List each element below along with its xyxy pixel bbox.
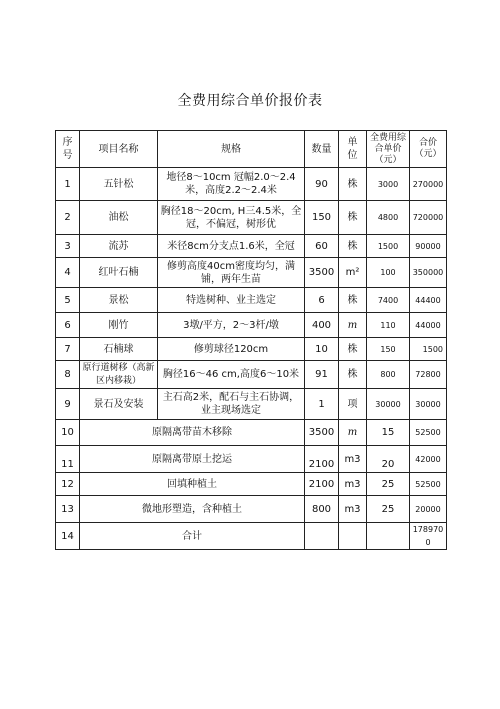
cell-qty: 60 (305, 235, 339, 258)
cell-unit: 株 (339, 201, 367, 235)
cell-index: 9 (56, 389, 80, 420)
header-qty: 数量 (305, 131, 339, 168)
cell-index: 2 (56, 201, 80, 235)
cell-total: 44000 (410, 313, 447, 338)
cell-index: 4 (56, 258, 80, 288)
cell-unit-price: 110 (367, 313, 410, 338)
cell-qty: 91 (305, 361, 339, 389)
cell-spec: 地径8～10cm 冠幅2.0～2.4米，高度2.2～2.4米 (158, 168, 305, 201)
cell-name: 刚竹 (80, 313, 158, 338)
cell-qty: 3500 (305, 258, 339, 288)
table-row-total (56, 523, 447, 550)
cell-qty: 150 (305, 201, 339, 235)
cell-unit: 株 (339, 338, 367, 361)
table-row (56, 446, 447, 473)
cell-index: 13 (56, 496, 80, 523)
cell-merged-item: 回填种植土 (80, 473, 305, 496)
cell-merged-item: 原隔离带原土挖运 (80, 446, 305, 473)
cell-qty: 3500 (305, 420, 339, 446)
table-row (56, 288, 447, 313)
cell-unit: 株 (339, 288, 367, 313)
cell-qty: 2100 (305, 473, 339, 496)
cell-qty: 90 (305, 168, 339, 201)
cell-unit-price: 30000 (367, 389, 410, 420)
cell-total: 720000 (410, 201, 447, 235)
cell-unit: 株 (339, 361, 367, 389)
cell-unit-price (367, 523, 410, 550)
cell-name: 原行道树移（高新区内移栽） (80, 361, 158, 389)
cell-name: 流苏 (80, 235, 158, 258)
table-row (56, 313, 447, 338)
cell-unit-price: 4800 (367, 201, 410, 235)
cell-spec: 胸径18～20cm, H三4.5米，全冠，不偏冠，树形优 (158, 201, 305, 235)
cell-unit: m3 (339, 496, 367, 523)
cell-index: 11 (56, 446, 80, 473)
cell-spec: 修剪高度40cm密度均匀，满铺，两年生苗 (158, 258, 305, 288)
cell-total: 42000 (410, 446, 447, 473)
table-row (56, 168, 447, 201)
header-row (56, 131, 447, 168)
cell-index: 8 (56, 361, 80, 389)
cell-spec: 胸径16～46 cm,高度6～10米 (158, 361, 305, 389)
cell-qty: 800 (305, 496, 339, 523)
table-row (56, 235, 447, 258)
page-title: 全费用综合单价报价表 (177, 93, 323, 109)
table-row (56, 258, 447, 288)
cell-name: 景松 (80, 288, 158, 313)
cell-unit-price: 3000 (367, 168, 410, 201)
cell-total: 20000 (410, 496, 447, 523)
cell-index: 12 (56, 473, 80, 496)
cell-unit-price: 20 (367, 446, 410, 473)
cell-spec: 特选树种、业主选定 (158, 288, 305, 313)
cell-total: 350000 (410, 258, 447, 288)
cell-index: 7 (56, 338, 80, 361)
cell-index: 10 (56, 420, 80, 446)
cell-unit: 项 (339, 389, 367, 420)
cell-total: 52500 (410, 420, 447, 446)
cell-total: 270000 (410, 168, 447, 201)
cell-index: 14 (56, 523, 80, 550)
cell-unit-price: 15 (367, 420, 410, 446)
cell-name: 油松 (80, 201, 158, 235)
cell-total: 90000 (410, 235, 447, 258)
cell-index: 6 (56, 313, 80, 338)
cell-spec: 主石高2米，配石与主石协调，业主现场选定 (158, 389, 305, 420)
cell-unit: m3 (339, 446, 367, 473)
cell-name: 五针松 (80, 168, 158, 201)
cell-merged-item: 微地形塑造，含种植土 (80, 496, 305, 523)
cell-qty: 10 (305, 338, 339, 361)
cell-unit-price: 1500 (367, 235, 410, 258)
cell-unit: 株 (339, 235, 367, 258)
cell-unit: m² (339, 258, 367, 288)
cell-unit: m (339, 420, 367, 446)
cell-spec: 修剪球径120cm (158, 338, 305, 361)
cell-unit-price: 150 (367, 338, 410, 361)
cell-total: 52500 (410, 473, 447, 496)
cell-qty: 6 (305, 288, 339, 313)
cell-index: 5 (56, 288, 80, 313)
cell-name: 石楠球 (80, 338, 158, 361)
cell-unit-price: 100 (367, 258, 410, 288)
header-total: 合价（元） (410, 131, 447, 168)
cell-merged-item: 原隔离带苗木移除 (80, 420, 305, 446)
cell-unit: m (339, 313, 367, 338)
header-unit-price: 全费用综合单价（元） (367, 131, 410, 168)
cell-qty: 400 (305, 313, 339, 338)
cell-grand-total: 1789700 (410, 523, 447, 550)
cell-unit (339, 523, 367, 550)
cell-name: 红叶石楠 (80, 258, 158, 288)
header-unit: 单 位 (339, 131, 367, 168)
header-name: 项目名称 (80, 131, 158, 168)
cell-total: 1500 (410, 338, 447, 361)
quote-table (55, 130, 447, 550)
table-row (56, 201, 447, 235)
cell-spec: 3墩/平方，2～3杆/墩 (158, 313, 305, 338)
table-row (56, 496, 447, 523)
cell-total: 72800 (410, 361, 447, 389)
cell-spec: 米径8cm分支点1.6米，全冠 (158, 235, 305, 258)
cell-qty: 1 (305, 389, 339, 420)
cell-unit: m3 (339, 473, 367, 496)
cell-index: 1 (56, 168, 80, 201)
cell-index: 3 (56, 235, 80, 258)
table-row (56, 473, 447, 496)
cell-total-label: 合计 (80, 523, 305, 550)
cell-unit: 株 (339, 168, 367, 201)
cell-qty: 2100 (305, 446, 339, 473)
cell-unit-price: 25 (367, 496, 410, 523)
table-row (56, 389, 447, 420)
cell-unit-price: 25 (367, 473, 410, 496)
cell-name: 景石及安装 (80, 389, 158, 420)
cell-unit-price: 800 (367, 361, 410, 389)
cell-qty (305, 523, 339, 550)
table-row (56, 338, 447, 361)
table-row (56, 420, 447, 446)
cell-unit-price: 7400 (367, 288, 410, 313)
table-row (56, 361, 447, 389)
cell-total: 30000 (410, 389, 447, 420)
header-index: 序 号 (56, 131, 80, 168)
header-spec: 规格 (158, 131, 305, 168)
cell-total: 44400 (410, 288, 447, 313)
